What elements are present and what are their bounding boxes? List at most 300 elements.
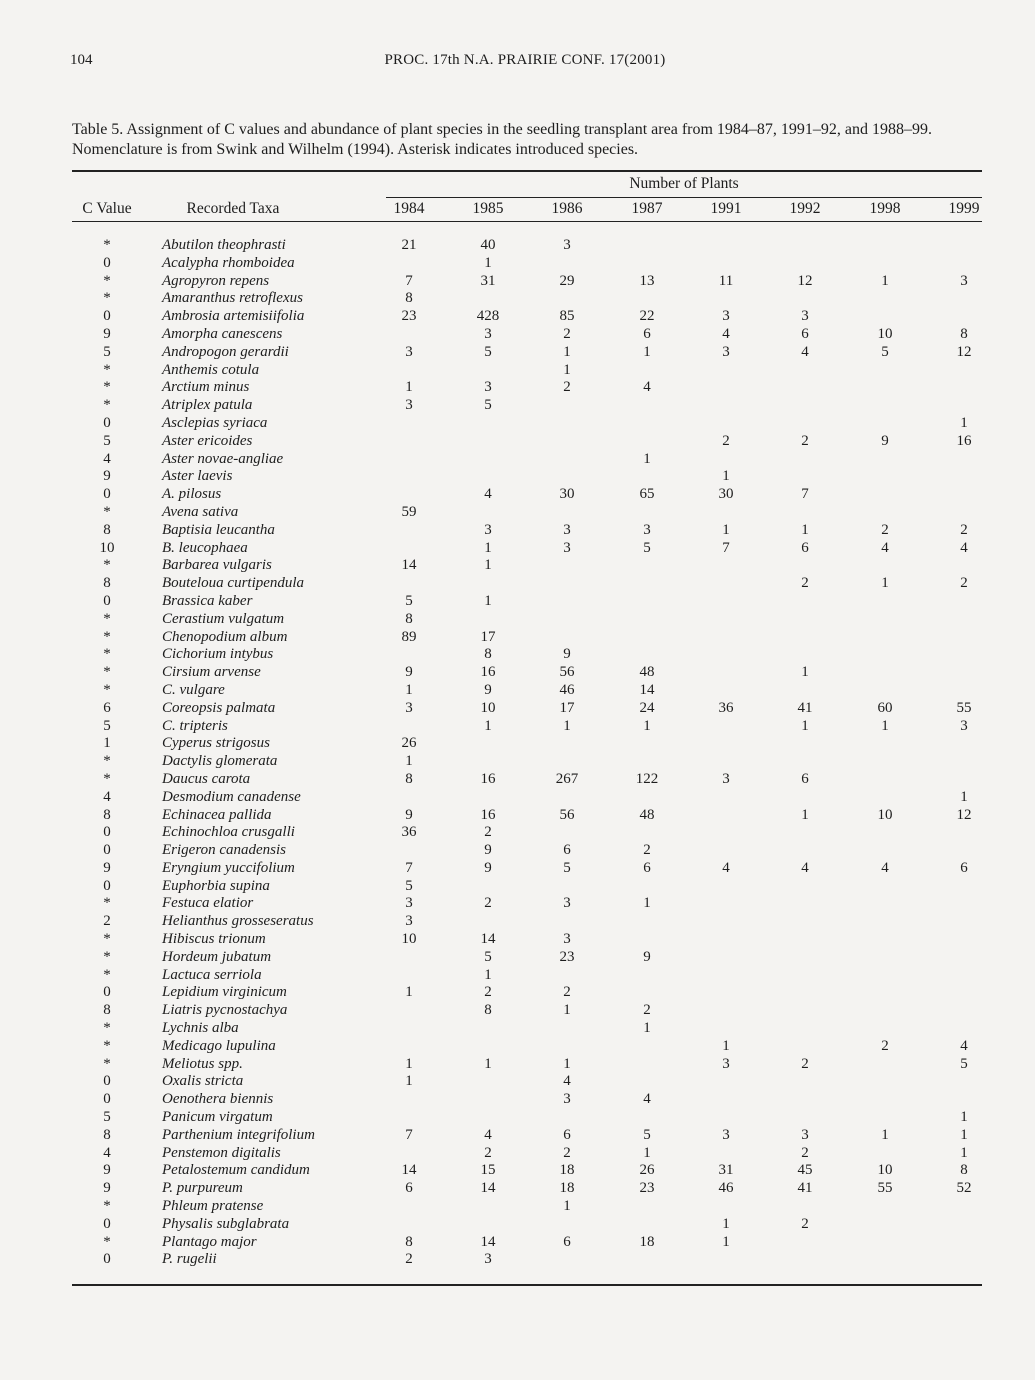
- count-cell-1985: 9: [484, 842, 492, 859]
- header-rule: [72, 221, 982, 222]
- header-year-1987: 1987: [631, 200, 663, 217]
- count-cell-1999: 5: [960, 1055, 968, 1072]
- page-header: [70, 52, 980, 72]
- count-cell-1987: 14: [639, 681, 655, 698]
- table-row: [0, 753, 1035, 771]
- c-value-cell: 8: [103, 1126, 111, 1143]
- c-value-cell: 5: [103, 717, 111, 734]
- count-cell-1986: 3: [563, 521, 571, 538]
- count-cell-1984: 2: [405, 1251, 413, 1268]
- count-cell-1985: 1: [484, 966, 492, 983]
- count-cell-1992: 1: [801, 664, 809, 681]
- count-cell-1986: 3: [563, 1091, 571, 1108]
- c-value-cell: 4: [103, 788, 111, 805]
- taxon-cell: A. pilosus: [162, 486, 222, 503]
- count-cell-1992: 2: [801, 575, 809, 592]
- table-row: [0, 1251, 1035, 1269]
- taxon-cell: Phleum pratense: [162, 1198, 264, 1215]
- taxon-cell: Petalostemum candidum: [162, 1162, 310, 1179]
- c-value-cell: *: [103, 664, 111, 681]
- table-row: [0, 1056, 1035, 1074]
- taxon-cell: Physalis subglabrata: [162, 1215, 290, 1232]
- c-value-cell: *: [103, 628, 111, 645]
- count-cell-1984: 23: [401, 308, 417, 325]
- taxon-cell: Cerastium vulgatum: [162, 610, 285, 627]
- count-cell-1999: 16: [956, 432, 972, 449]
- count-cell-1991: 3: [722, 1126, 730, 1143]
- c-value-cell: 8: [103, 806, 111, 823]
- table-row: [0, 1145, 1035, 1163]
- header-year-1985: 1985: [472, 200, 504, 217]
- taxon-cell: Penstemon digitalis: [162, 1144, 281, 1161]
- count-cell-1985: 3: [484, 379, 492, 396]
- count-cell-1998: 4: [881, 859, 889, 876]
- count-cell-1987: 4: [643, 379, 651, 396]
- table-row: [0, 700, 1035, 718]
- running-head: PROC. 17th N.A. PRAIRIE CONF. 17(2001): [384, 52, 666, 68]
- table-row: [0, 326, 1035, 344]
- table-row: [0, 967, 1035, 985]
- count-cell-1985: 4: [484, 1126, 492, 1143]
- count-cell-1986: 85: [559, 308, 575, 325]
- c-value-cell: 9: [103, 325, 111, 342]
- c-value-cell: *: [103, 272, 111, 289]
- taxon-cell: Cyperus strigosus: [162, 735, 270, 752]
- page-number: 104: [70, 52, 93, 68]
- count-cell-1986: 1: [563, 361, 571, 378]
- table-row: [0, 931, 1035, 949]
- table-bottom-rule: [72, 1284, 982, 1286]
- table-row: [0, 629, 1035, 647]
- count-cell-1985: 9: [484, 681, 492, 698]
- table-row: [0, 646, 1035, 664]
- table-row: [0, 540, 1035, 558]
- taxon-cell: Echinochloa crusgalli: [162, 824, 295, 841]
- count-cell-1992: 1: [801, 521, 809, 538]
- c-value-cell: *: [103, 503, 111, 520]
- count-cell-1992: 2: [801, 1055, 809, 1072]
- count-cell-1998: 9: [881, 432, 889, 449]
- c-value-cell: 9: [103, 1162, 111, 1179]
- count-cell-1987: 6: [643, 859, 651, 876]
- c-value-cell: *: [103, 681, 111, 698]
- table-row: [0, 1180, 1035, 1198]
- table-row: [0, 557, 1035, 575]
- count-cell-1999: 1: [960, 1109, 968, 1126]
- count-cell-1986: 6: [563, 1233, 571, 1250]
- count-cell-1984: 6: [405, 1180, 413, 1197]
- count-cell-1999: 3: [960, 272, 968, 289]
- c-value-cell: *: [103, 895, 111, 912]
- c-value-cell: 4: [103, 450, 111, 467]
- taxon-cell: Bouteloua curtipendula: [162, 575, 305, 592]
- count-cell-1999: 1: [960, 414, 968, 431]
- count-cell-1992: 4: [801, 859, 809, 876]
- c-value-cell: 4: [103, 1144, 111, 1161]
- count-cell-1986: 1: [563, 1198, 571, 1215]
- count-cell-1985: 14: [480, 1180, 496, 1197]
- c-value-cell: 8: [103, 575, 111, 592]
- count-cell-1987: 65: [639, 486, 655, 503]
- table-row: [0, 1002, 1035, 1020]
- taxon-cell: Aster novae-angliae: [162, 450, 284, 467]
- count-cell-1987: 9: [643, 948, 651, 965]
- taxon-cell: Liatris pycnostachya: [162, 1002, 288, 1019]
- count-cell-1984: 36: [401, 824, 417, 841]
- taxon-cell: Erigeron canadensis: [162, 842, 287, 859]
- count-cell-1987: 23: [639, 1180, 655, 1197]
- count-cell-1986: 56: [559, 806, 575, 823]
- count-cell-1986: 6: [563, 842, 571, 859]
- count-cell-1998: 2: [881, 521, 889, 538]
- count-cell-1985: 9: [484, 859, 492, 876]
- count-cell-1984: 9: [405, 664, 413, 681]
- c-value-cell: *: [103, 379, 111, 396]
- taxon-cell: Daucus carota: [162, 770, 251, 787]
- table-row: [0, 1162, 1035, 1180]
- count-cell-1987: 13: [639, 272, 655, 289]
- table-row: [0, 379, 1035, 397]
- table-row: [0, 1020, 1035, 1038]
- count-cell-1985: 428: [476, 308, 500, 325]
- header-recorded-taxa: Recorded Taxa: [186, 200, 280, 217]
- c-value-cell: 9: [103, 468, 111, 485]
- count-cell-1991: 2: [722, 432, 730, 449]
- c-value-cell: *: [103, 397, 111, 414]
- count-cell-1986: 3: [563, 539, 571, 556]
- count-cell-1986: 18: [559, 1162, 575, 1179]
- count-cell-1987: 3: [643, 521, 651, 538]
- c-value-cell: 5: [103, 1109, 111, 1126]
- count-cell-1991: 1: [722, 468, 730, 485]
- c-value-cell: 0: [103, 1073, 111, 1090]
- count-cell-1987: 1: [643, 1020, 651, 1037]
- count-cell-1992: 2: [801, 1144, 809, 1161]
- table-row: [0, 1234, 1035, 1252]
- c-value-cell: *: [103, 646, 111, 663]
- header-year-1999: 1999: [948, 200, 980, 217]
- c-value-cell: 0: [103, 1091, 111, 1108]
- taxon-cell: Baptisia leucantha: [162, 521, 275, 538]
- count-cell-1984: 8: [405, 610, 413, 627]
- c-value-cell: 9: [103, 1180, 111, 1197]
- count-cell-1991: 3: [722, 308, 730, 325]
- taxon-cell: Helianthus grosseseratus: [162, 913, 314, 930]
- count-cell-1999: 1: [960, 1144, 968, 1161]
- count-cell-1987: 18: [639, 1233, 655, 1250]
- table-top-rule: [72, 170, 982, 172]
- table-row: [0, 984, 1035, 1002]
- table-row: [0, 1216, 1035, 1234]
- count-cell-1999: 52: [956, 1180, 972, 1197]
- c-value-cell: 0: [103, 1251, 111, 1268]
- table-row: [0, 913, 1035, 931]
- taxon-cell: Asclepias syriaca: [162, 414, 268, 431]
- count-cell-1987: 1: [643, 450, 651, 467]
- taxon-cell: Arctium minus: [162, 379, 250, 396]
- taxon-cell: P. purpureum: [162, 1180, 243, 1197]
- count-cell-1999: 8: [960, 1162, 968, 1179]
- count-cell-1985: 14: [480, 931, 496, 948]
- c-value-cell: 0: [103, 984, 111, 1001]
- count-cell-1984: 5: [405, 592, 413, 609]
- taxon-cell: Echinacea pallida: [162, 806, 272, 823]
- c-value-cell: *: [103, 237, 111, 253]
- header-year-1984: 1984: [393, 200, 425, 217]
- count-cell-1987: 1: [643, 895, 651, 912]
- count-cell-1987: 122: [635, 770, 659, 787]
- count-cell-1998: 1: [881, 1126, 889, 1143]
- c-value-cell: 0: [103, 1215, 111, 1232]
- taxon-cell: Hibiscus trionum: [162, 931, 266, 948]
- header-c-value: C Value: [82, 200, 132, 217]
- table-row: [0, 415, 1035, 433]
- count-cell-1986: 2: [563, 1144, 571, 1161]
- count-cell-1984: 8: [405, 290, 413, 307]
- count-cell-1992: 3: [801, 308, 809, 325]
- count-cell-1984: 5: [405, 877, 413, 894]
- table-row: [0, 1127, 1035, 1145]
- count-cell-1985: 3: [484, 521, 492, 538]
- taxon-cell: Andropogon gerardii: [162, 343, 289, 360]
- count-cell-1992: 2: [801, 1215, 809, 1232]
- count-cell-1987: 5: [643, 539, 651, 556]
- count-cell-1991: 7: [722, 539, 730, 556]
- table-row: [0, 468, 1035, 486]
- count-cell-1984: 7: [405, 272, 413, 289]
- count-cell-1984: 8: [405, 770, 413, 787]
- count-cell-1998: 2: [881, 1037, 889, 1054]
- count-cell-1986: 3: [563, 237, 571, 253]
- table-row: [0, 522, 1035, 540]
- count-cell-1987: 2: [643, 1002, 651, 1019]
- count-cell-1991: 36: [718, 699, 734, 716]
- taxon-cell: C. tripteris: [162, 717, 228, 734]
- c-value-cell: 8: [103, 1002, 111, 1019]
- count-cell-1992: 6: [801, 770, 809, 787]
- count-cell-1985: 3: [484, 325, 492, 342]
- table-row: [0, 771, 1035, 789]
- taxon-cell: Aster ericoides: [162, 432, 253, 449]
- count-cell-1984: 1: [405, 1055, 413, 1072]
- c-value-cell: *: [103, 931, 111, 948]
- count-cell-1992: 45: [797, 1162, 813, 1179]
- count-cell-1998: 1: [881, 272, 889, 289]
- taxon-cell: Amorpha canescens: [162, 325, 283, 342]
- count-cell-1991: 4: [722, 325, 730, 342]
- count-cell-1987: 4: [643, 1091, 651, 1108]
- count-cell-1999: 55: [956, 699, 972, 716]
- count-cell-1986: 1: [563, 343, 571, 360]
- taxon-cell: Avena sativa: [162, 503, 239, 520]
- count-cell-1987: 1: [643, 1144, 651, 1161]
- table-row: [0, 1109, 1035, 1127]
- taxon-cell: Abutilon theophrasti: [162, 237, 286, 253]
- count-cell-1992: 3: [801, 1126, 809, 1143]
- taxon-cell: Lepidium virginicum: [162, 984, 287, 1001]
- count-cell-1998: 55: [877, 1180, 893, 1197]
- c-value-cell: *: [103, 770, 111, 787]
- taxon-cell: Parthenium integrifolium: [162, 1126, 315, 1143]
- table-row: [0, 451, 1035, 469]
- c-value-cell: 0: [103, 824, 111, 841]
- count-cell-1985: 40: [480, 237, 496, 253]
- c-value-cell: 0: [103, 486, 111, 503]
- c-value-cell: *: [103, 1198, 111, 1215]
- count-cell-1985: 1: [484, 717, 492, 734]
- table-row: [0, 593, 1035, 611]
- count-cell-1986: 1: [563, 717, 571, 734]
- count-cell-1999: 3: [960, 717, 968, 734]
- table-row: [0, 290, 1035, 308]
- count-cell-1986: 18: [559, 1180, 575, 1197]
- count-cell-1986: 2: [563, 325, 571, 342]
- table-row: [0, 807, 1035, 825]
- count-cell-1985: 1: [484, 557, 492, 574]
- count-cell-1992: 1: [801, 717, 809, 734]
- count-cell-1984: 3: [405, 913, 413, 930]
- table-row: [0, 486, 1035, 504]
- taxon-cell: Lactuca serriola: [162, 966, 262, 983]
- count-cell-1985: 1: [484, 592, 492, 609]
- count-cell-1987: 5: [643, 1126, 651, 1143]
- c-value-cell: *: [103, 610, 111, 627]
- count-cell-1985: 2: [484, 824, 492, 841]
- taxon-cell: P. rugelii: [162, 1251, 217, 1268]
- taxon-cell: Desmodium canadense: [162, 788, 301, 805]
- count-cell-1984: 7: [405, 1126, 413, 1143]
- count-cell-1987: 1: [643, 717, 651, 734]
- count-cell-1985: 10: [480, 699, 496, 716]
- count-cell-1986: 30: [559, 486, 575, 503]
- count-cell-1984: 59: [401, 503, 417, 520]
- count-cell-1991: 3: [722, 770, 730, 787]
- count-cell-1999: 12: [956, 343, 972, 360]
- taxon-cell: Barbarea vulgaris: [162, 557, 272, 574]
- count-cell-1985: 17: [480, 628, 496, 645]
- count-cell-1991: 11: [718, 272, 734, 289]
- taxon-cell: Oxalis stricta: [162, 1073, 244, 1090]
- count-cell-1984: 1: [405, 379, 413, 396]
- count-cell-1985: 1: [484, 254, 492, 271]
- c-value-cell: *: [103, 557, 111, 574]
- table-row: [0, 575, 1035, 593]
- count-cell-1985: 5: [484, 948, 492, 965]
- count-cell-1987: 48: [639, 664, 655, 681]
- taxon-cell: Euphorbia supina: [162, 877, 270, 894]
- table-caption: Table 5. Assignment of C values and abundance of plant species in the seedling transplant area from 1984–87, 1991–92, and 1988–99. Nomenclature is from Swink and Wilhelm (1994). Asterisk indicates introduced species.: [72, 121, 933, 158]
- taxon-cell: Plantago major: [162, 1233, 257, 1250]
- count-cell-1991: 1: [722, 1233, 730, 1250]
- table-row: [0, 362, 1035, 380]
- table-row: [0, 1073, 1035, 1091]
- header-year-1986: 1986: [551, 200, 583, 217]
- count-cell-1985: 16: [480, 664, 496, 681]
- count-cell-1991: 4: [722, 859, 730, 876]
- count-cell-1999: 1: [960, 788, 968, 805]
- count-cell-1985: 5: [484, 397, 492, 414]
- count-cell-1986: 23: [559, 948, 575, 965]
- count-cell-1986: 4: [563, 1073, 571, 1090]
- count-cell-1986: 2: [563, 379, 571, 396]
- c-value-cell: *: [103, 948, 111, 965]
- taxon-cell: Medicago lupulina: [162, 1037, 276, 1054]
- c-value-cell: *: [103, 1037, 111, 1054]
- count-cell-1991: 1: [722, 1215, 730, 1232]
- taxon-cell: Coreopsis palmata: [162, 699, 276, 716]
- c-value-cell: 5: [103, 432, 111, 449]
- taxon-cell: Amaranthus retroflexus: [162, 290, 303, 307]
- count-cell-1992: 12: [797, 272, 813, 289]
- table-row: [0, 273, 1035, 291]
- count-cell-1986: 5: [563, 859, 571, 876]
- c-value-cell: 0: [103, 308, 111, 325]
- count-cell-1986: 29: [559, 272, 575, 289]
- count-cell-1998: 4: [881, 539, 889, 556]
- taxon-cell: Atriplex patula: [162, 397, 253, 414]
- count-cell-1986: 2: [563, 984, 571, 1001]
- count-cell-1987: 2: [643, 842, 651, 859]
- table-row: [0, 504, 1035, 522]
- count-cell-1987: 22: [639, 308, 655, 325]
- count-cell-1984: 10: [401, 931, 417, 948]
- count-cell-1984: 14: [401, 1162, 417, 1179]
- count-cell-1987: 1: [643, 343, 651, 360]
- c-value-cell: *: [103, 753, 111, 770]
- taxon-cell: Hordeum jubatum: [162, 948, 272, 965]
- count-cell-1986: 56: [559, 664, 575, 681]
- header-year-1991: 1991: [710, 200, 742, 217]
- table-row: [0, 397, 1035, 415]
- count-cell-1985: 2: [484, 1144, 492, 1161]
- count-cell-1984: 1: [405, 753, 413, 770]
- count-cell-1999: 8: [960, 325, 968, 342]
- count-cell-1985: 31: [480, 272, 496, 289]
- count-cell-1987: 24: [639, 699, 655, 716]
- count-cell-1991: 30: [718, 486, 734, 503]
- count-cell-1998: 10: [877, 325, 893, 342]
- count-cell-1985: 2: [484, 984, 492, 1001]
- count-cell-1984: 3: [405, 343, 413, 360]
- count-cell-1992: 7: [801, 486, 809, 503]
- table-row: [0, 682, 1035, 700]
- c-value-cell: *: [103, 290, 111, 307]
- count-cell-1987: 48: [639, 806, 655, 823]
- table-row: [0, 949, 1035, 967]
- count-cell-1985: 16: [480, 770, 496, 787]
- count-cell-1992: 41: [797, 699, 813, 716]
- count-cell-1985: 4: [484, 486, 492, 503]
- c-value-cell: *: [103, 1020, 111, 1037]
- taxon-cell: Eryngium yuccifolium: [162, 859, 295, 876]
- count-cell-1987: 6: [643, 325, 651, 342]
- count-cell-1999: 4: [960, 1037, 968, 1054]
- header-year-1998: 1998: [869, 200, 901, 217]
- count-cell-1985: 3: [484, 1251, 492, 1268]
- table-body: [0, 237, 1035, 1269]
- c-value-cell: 0: [103, 842, 111, 859]
- taxon-cell: Acalypha rhomboidea: [162, 254, 295, 271]
- count-cell-1999: 4: [960, 539, 968, 556]
- taxon-cell: Panicum virgatum: [162, 1109, 273, 1126]
- count-cell-1984: 3: [405, 895, 413, 912]
- count-cell-1986: 1: [563, 1055, 571, 1072]
- count-cell-1998: 60: [877, 699, 893, 716]
- c-value-cell: 1: [103, 735, 111, 752]
- table-row: [0, 878, 1035, 896]
- table-row: [0, 611, 1035, 629]
- table-row: [0, 237, 1035, 255]
